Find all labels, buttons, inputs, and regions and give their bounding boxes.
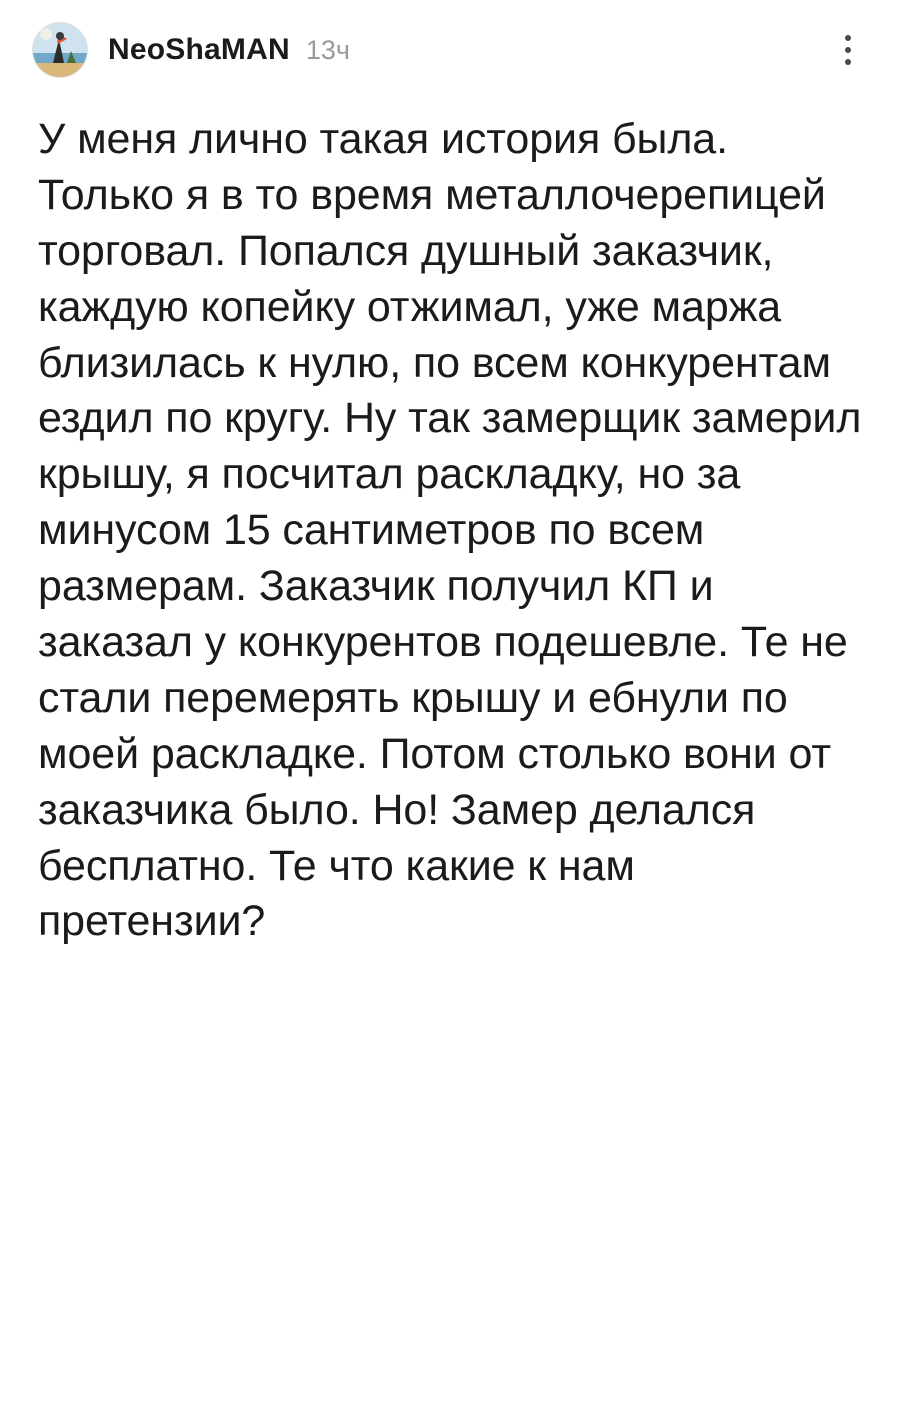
more-vertical-icon-dot bbox=[845, 59, 851, 65]
post-timestamp: 13ч bbox=[305, 35, 350, 65]
post-header bbox=[0, 0, 900, 78]
avatar[interactable] bbox=[32, 22, 88, 78]
beach-scene-avatar-icon bbox=[33, 23, 87, 77]
more-vertical-icon-dot bbox=[845, 35, 851, 41]
post-body bbox=[0, 78, 900, 950]
post-text: У меня лично такая история была. Только я в то время металлочерепицей торговал. Попался душный заказчик, каждую копейку отжимал, уже маржа близилась к нулю, по всем конкурентам ездил по кругу. Ну так замерщик замерил крышу, я посчитал раскладку, но за минусом 15 сантиметров по всем размерам. Заказчик получил КП и заказал у конкурентов подешевле. Те не стали перемерять крышу и ебнули по моей раскладке. Потом столько вони от заказчика было. Но! Замер делался бесплатно. Те что какие к нам претензии? bbox=[38, 115, 874, 946]
more-vertical-icon-dot bbox=[845, 47, 851, 53]
more-options-button[interactable] bbox=[830, 27, 866, 73]
author-name[interactable]: NeoShaMAN bbox=[108, 33, 290, 66]
author-block bbox=[108, 33, 830, 67]
